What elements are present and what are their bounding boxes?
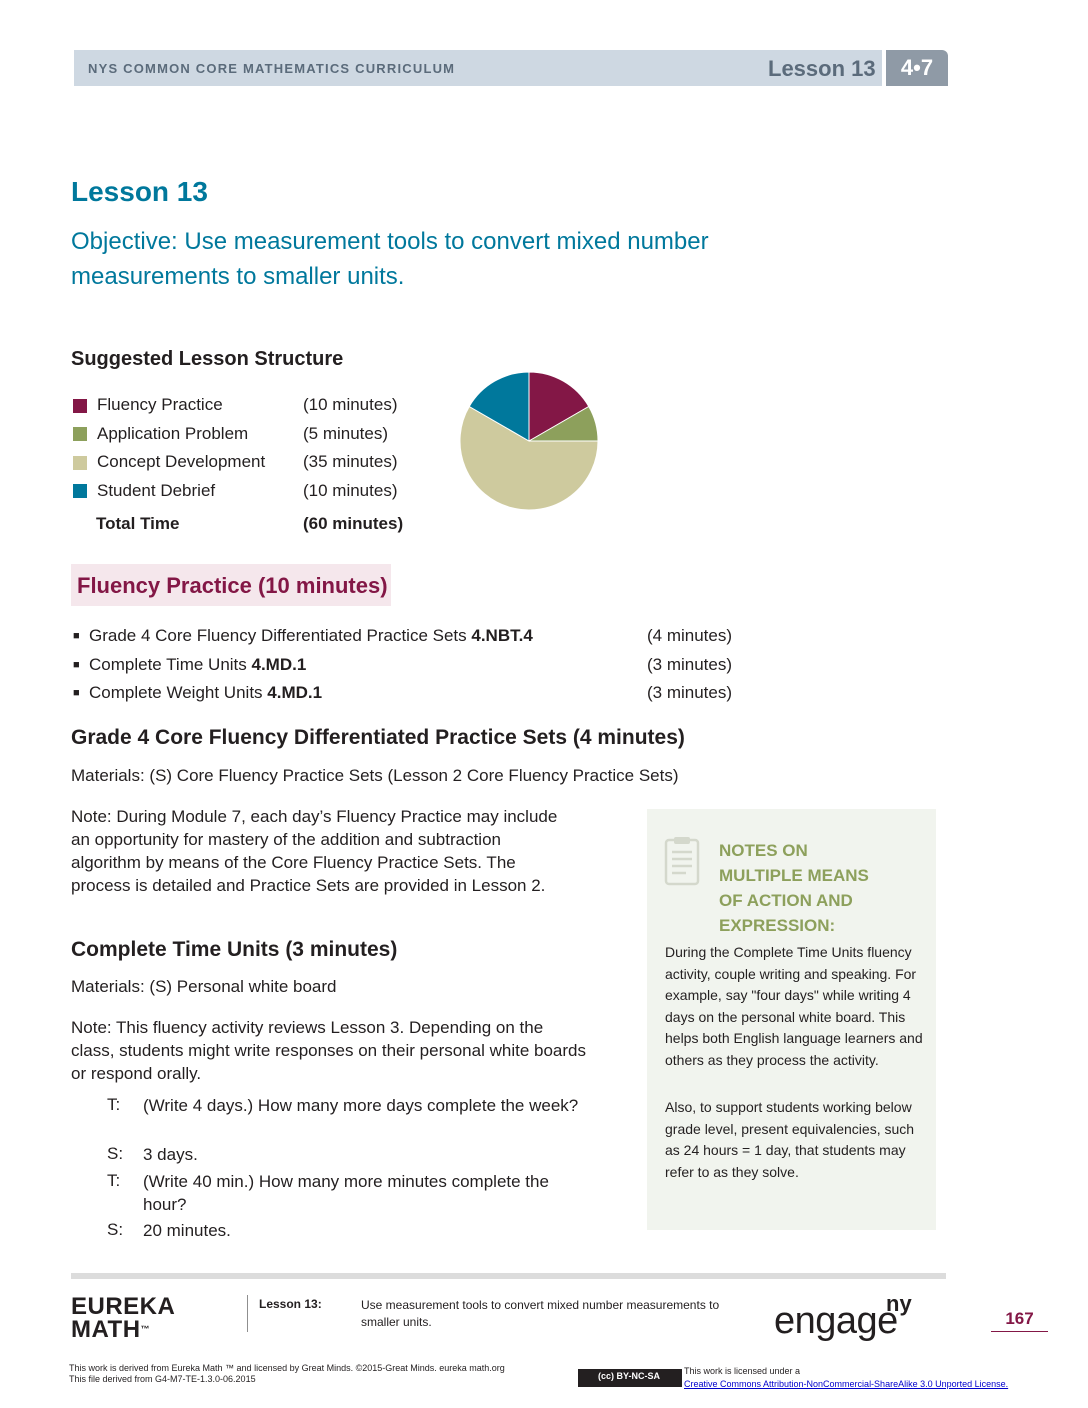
notes-paragraph: During the Complete Time Units fluency activity, couple writing and speaking. For example, say "four days" while writing 4 days on the personal white board. This helps both English language learners and others as they process the activity.	[665, 944, 923, 1068]
page-number-rule	[991, 1331, 1048, 1332]
standard-code: 4.MD.1	[251, 655, 307, 674]
dialogue-text: (Write 4 days.) How many more days complete the week?	[143, 1096, 579, 1115]
header-lesson-label: Lesson 13	[768, 56, 876, 81]
notes-document-icon	[664, 836, 702, 886]
lesson-title: Lesson 13	[71, 176, 208, 207]
structure-heading: Suggested Lesson Structure	[71, 348, 344, 370]
structure-item-minutes: (35 minutes)	[303, 452, 398, 471]
footer-divider	[247, 1295, 248, 1332]
curriculum-label: NYS COMMON CORE MATHEMATICS CURRICULUM	[88, 61, 456, 76]
materials: Materials: (S) Core Fluency Practice Sets (Lesson 2 Core Fluency Practice Sets)	[71, 766, 679, 785]
fluency-bullet: Grade 4 Core Fluency Differentiated Practice Sets 4.NBT.4	[89, 626, 533, 645]
eureka-math-logo: EUREKA MATH™	[71, 1293, 176, 1343]
footer-lesson-label: Lesson 13:	[259, 1297, 322, 1311]
footer-rule	[71, 1273, 946, 1279]
materials: Materials: (S) Personal white board	[71, 977, 337, 996]
structure-item-label: Concept Development	[97, 452, 266, 471]
structure-item-label: Fluency Practice	[97, 395, 223, 414]
footer-objective: Use measurement tools to convert mixed number measurements to smaller units.	[361, 1298, 720, 1329]
fluency-bullet-minutes: (3 minutes)	[647, 683, 733, 702]
bullet-icon: ■	[73, 687, 80, 699]
legend-swatch-fluency	[73, 399, 87, 413]
structure-item-label: Student Debrief	[97, 481, 216, 500]
objective	[71, 224, 831, 294]
lesson-structure-pie-chart	[459, 371, 599, 511]
objective-line-1: Objective: Use measurement tools to convert mixed number	[71, 228, 709, 255]
page-number: 167	[1005, 1309, 1034, 1328]
structure-item-label: Application Problem	[97, 424, 249, 443]
structure-item-minutes: (5 minutes)	[303, 424, 389, 443]
cc-license-badge-label: (cc) BY-NC-SA	[597, 1371, 660, 1381]
fluency-bullet: Complete Time Units 4.MD.1	[89, 655, 307, 674]
note-paragraph: Note: During Module 7, each day’s Fluency Practice may include an opportunity for mastery of the addition and subtraction algorithm by means of the Core Fluency Practice Sets. The process is detailed and Practice Sets are provided in Lesson 2.	[71, 807, 558, 895]
fluency-bullet: Complete Weight Units 4.MD.1	[89, 683, 323, 702]
grade-module-label: 4•7	[900, 55, 934, 80]
total-time-minutes: (60 minutes)	[303, 514, 404, 533]
structure-item-minutes: (10 minutes)	[303, 481, 398, 500]
standard-code: 4.MD.1	[267, 683, 323, 702]
dialogue-speaker: T:	[107, 1095, 121, 1114]
engageny-logo: engage	[774, 1300, 898, 1342]
bullet-icon: ■	[73, 630, 80, 642]
legend-swatch-concept	[73, 456, 87, 470]
dialogue-speaker: T:	[107, 1171, 121, 1190]
total-time-label: Total Time	[96, 514, 180, 533]
dialogue-text: 3 days.	[143, 1145, 198, 1164]
license-left: This work is derived from Eureka Math ™ and licensed by Great Minds. ©2015-Great Minds. eureka math.org This file derived from G4-M7-TE-1.3.0-06.2015	[69, 1363, 505, 1384]
dialogue-speaker: S:	[107, 1144, 124, 1163]
dialogue-text: 20 minutes.	[143, 1221, 231, 1240]
bullet-icon: ■	[73, 659, 80, 671]
dialogue-text: (Write 40 min.) How many more minutes complete the hour?	[143, 1172, 549, 1214]
license-right: This work is licensed under a Creative Commons Attribution-NonCommercial-ShareAlike 3.0 Unported License.	[684, 1366, 1009, 1389]
fluency-bullet-minutes: (3 minutes)	[647, 655, 733, 674]
section-heading: Complete Time Units (3 minutes)	[71, 938, 398, 961]
fluency-bullet-minutes: (4 minutes)	[647, 626, 733, 645]
structure-item-minutes: (10 minutes)	[303, 395, 398, 414]
notes-title: NOTES ON MULTIPLE MEANS OF ACTION AND EXPRESSION:	[719, 841, 869, 935]
dialogue-speaker: S:	[107, 1220, 124, 1239]
legend-swatch-application	[73, 427, 87, 441]
engageny-logo-ny: ny	[886, 1291, 912, 1316]
notes-paragraph: Also, to support students working below grade level, present equivalencies, such as 24 hours = 1 day, that students may refer to as they solve.	[665, 1099, 915, 1180]
fluency-heading: Fluency Practice (10 minutes)	[77, 573, 388, 598]
section-heading: Grade 4 Core Fluency Differentiated Practice Sets (4 minutes)	[71, 726, 685, 749]
standard-code: 4.NBT.4	[471, 626, 533, 645]
license-link[interactable]: Creative Commons Attribution-NonCommercial-ShareAlike 3.0 Unported License.	[684, 1379, 1009, 1389]
objective-line-2: measurements to smaller units.	[71, 263, 405, 290]
legend-swatch-debrief	[73, 484, 87, 498]
note-paragraph: Note: This fluency activity reviews Lesson 3. Depending on the class, students might write responses on their personal white boards or respond orally.	[71, 1018, 586, 1083]
